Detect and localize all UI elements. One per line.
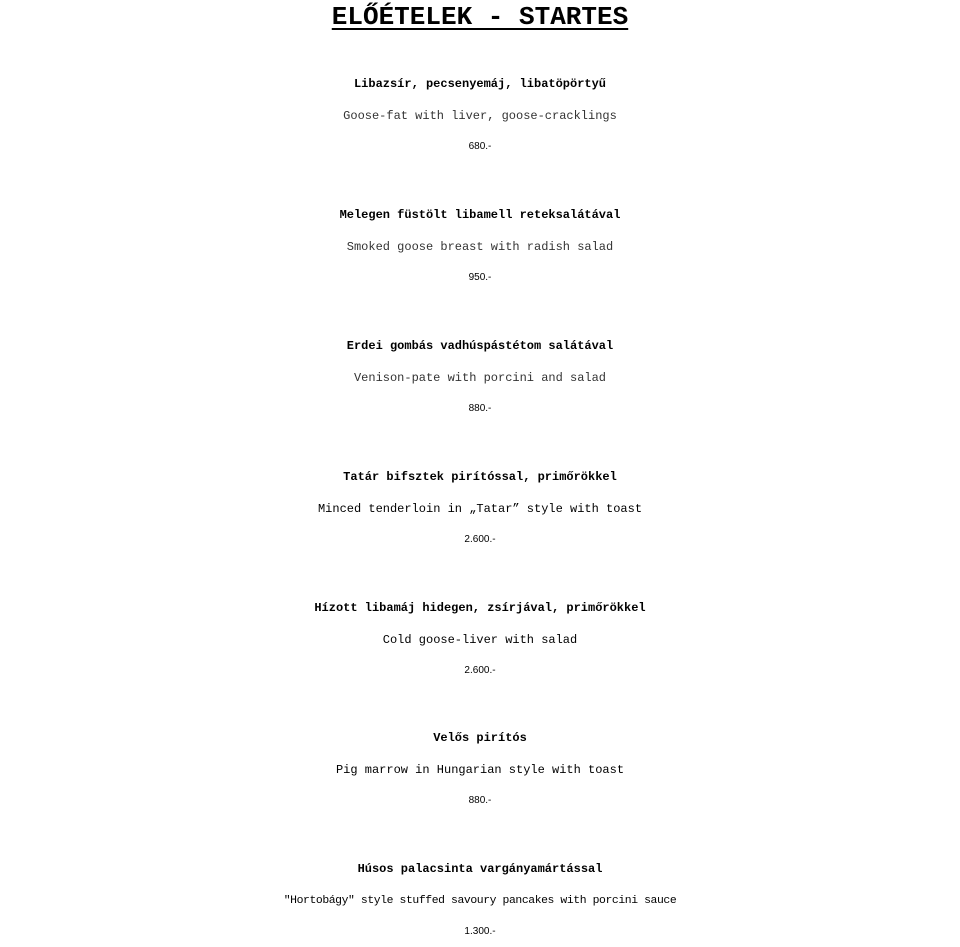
menu-item-3 — [0, 330, 960, 424]
menu-item-name: Hízott libamáj hidegen, zsírjával, primőrökkel — [314, 601, 646, 615]
section-title — [0, 0, 960, 34]
menu-item-name: Húsos palacsinta vargányamártással — [357, 862, 603, 876]
menu-item-price: 2.600.- — [464, 534, 496, 545]
menu-item-description: "Hortobágy" style stuffed savoury pancakes with porcini sauce — [283, 895, 677, 907]
menu-item-description: Venison-pate with porcini and salad — [353, 371, 607, 385]
menu-item-name: Velős pirítós — [433, 731, 527, 745]
menu-item-2 — [0, 199, 960, 293]
menu-item-price: 880.- — [468, 403, 492, 414]
menu-item-price: 680.- — [468, 141, 492, 152]
menu-item-name: Tatár bifsztek pirítóssal, primőrökkel — [343, 470, 617, 484]
menu-item-description: Goose-fat with liver, goose-cracklings — [343, 109, 617, 123]
menu-item-name: Erdei gombás vadhúspástétom salátával — [346, 339, 614, 353]
menu-item-description: Pig marrow in Hungarian style with toast — [335, 763, 625, 777]
menu-item-4 — [0, 461, 960, 555]
menu-item-description: Cold goose-liver with salad — [382, 633, 578, 647]
menu-item-5 — [0, 592, 960, 686]
menu-item-7 — [0, 853, 960, 947]
menu-item-description: Minced tenderloin in „Tatar” style with toast — [317, 502, 643, 516]
menu-item-price: 950.- — [468, 272, 492, 283]
menu-item-price: 2.600.- — [464, 665, 496, 676]
menu-item-description: Smoked goose breast with radish salad — [346, 240, 614, 254]
menu-item-1 — [0, 68, 960, 162]
menu-item-name: Melegen füstölt libamell reteksalátával — [339, 208, 621, 222]
menu-item-name: Libazsír, pecsenyemáj, libatöpörtyű — [353, 77, 607, 91]
menu-item-price: 1.300.- — [464, 926, 496, 937]
menu-item-6 — [0, 722, 960, 816]
menu-item-price: 880.- — [468, 795, 492, 806]
section-title-text: ELŐÉTELEK - STARTES — [331, 2, 629, 32]
